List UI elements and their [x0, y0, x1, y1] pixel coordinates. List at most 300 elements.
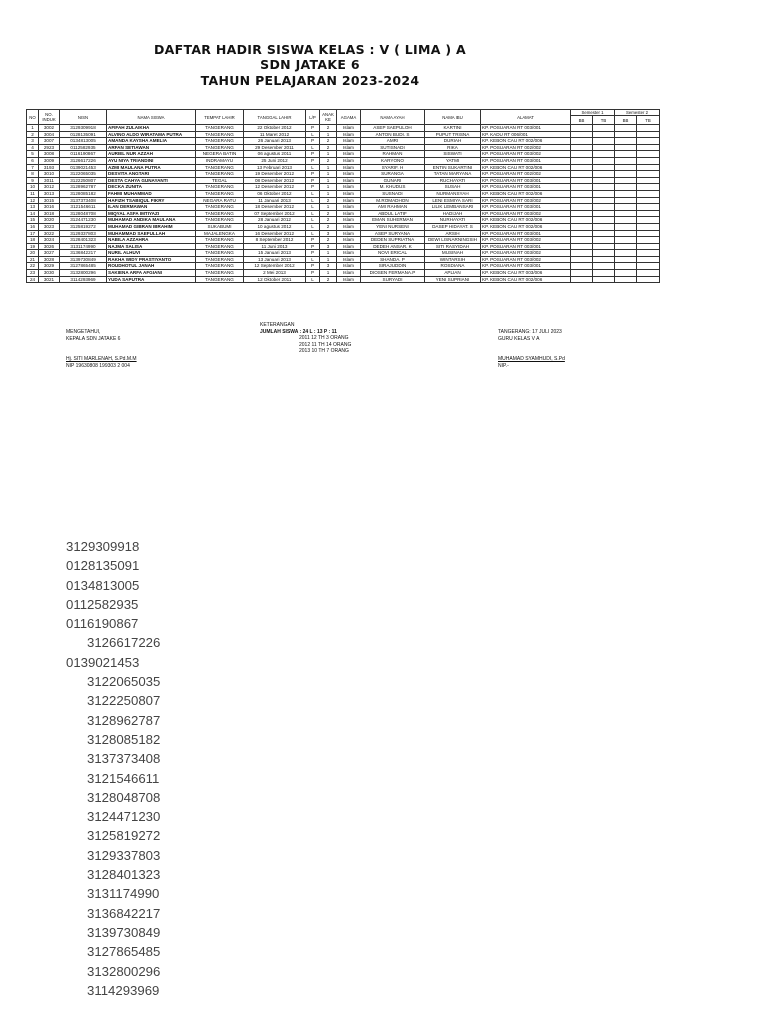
cell-nisn: 3131174990 — [60, 243, 107, 250]
cell-nama-ayah: SHANDA. P — [361, 256, 425, 263]
cell-anak-ke: 1 — [320, 250, 337, 257]
cell-semester-empty — [637, 243, 660, 250]
cell-semester-empty — [593, 276, 615, 283]
cell-nama-ayah: SUSNADI — [361, 190, 425, 197]
col-alamat: ALAMAT — [481, 110, 571, 125]
cell-nama-ibu: TATAN MARYANA — [425, 171, 481, 178]
cell-tanggal-lahir: 11 Maret 2012 — [244, 131, 306, 138]
cell-tempat-lahir: NEGARA RATU — [196, 197, 244, 204]
cell-anak-ke: 2 — [320, 125, 337, 132]
cell-nama: NURIL ALHUVI — [107, 250, 196, 257]
cell-anak-ke: 2 — [320, 223, 337, 230]
cell-alamat: KP. POSUARAN RT 003/002 — [481, 237, 571, 244]
cell-agama: Islam — [337, 217, 361, 224]
cell-alamat: KP. POSUARAN RT 003/001 — [481, 204, 571, 211]
cell-nama: AURIEL NUR AZZAH — [107, 151, 196, 158]
cell-tanggal-lahir: 11 Januari 2013 — [244, 197, 306, 204]
cell-semester-empty — [637, 197, 660, 204]
cell-lp: P — [306, 138, 320, 145]
cell-nama: MIQYAL ASFA IMTIYAZI — [107, 210, 196, 217]
cell-tanggal-lahir: 13 Februari 2013 — [244, 164, 306, 171]
nisn-list-item: 0116190867 — [66, 616, 139, 632]
cell-nama: ARFAN SETIAWAN — [107, 144, 196, 151]
cell-no: 6 — [27, 157, 39, 164]
cell-lp: L — [306, 144, 320, 151]
cell-nama-ibu: RIKA — [425, 144, 481, 151]
cell-semester-empty — [571, 125, 593, 132]
cell-alamat: KP. POSUARAN RT 003/001 — [481, 230, 571, 237]
cell-semester-empty — [615, 151, 637, 158]
cell-lp: P — [306, 157, 320, 164]
cell-semester-empty — [593, 250, 615, 257]
cell-no-induk: 3013 — [39, 190, 60, 197]
cell-semester-empty — [593, 171, 615, 178]
cell-semester-empty — [571, 157, 593, 164]
nisn-list-item: 0112582935 — [66, 596, 139, 612]
cell-nama-ibu: DURIAH — [425, 138, 481, 145]
cell-anak-ke: 3 — [320, 230, 337, 237]
nisn-list-item: 3136842217 — [87, 905, 161, 921]
cell-semester-empty — [615, 237, 637, 244]
cell-semester-empty — [615, 144, 637, 151]
cell-anak-ke: 2 — [320, 157, 337, 164]
cell-semester-empty — [615, 164, 637, 171]
table-row — [27, 164, 660, 171]
cell-semester-empty — [615, 243, 637, 250]
cell-nama-ayah: AMI RAHMAN — [361, 204, 425, 211]
cell-agama: Islam — [337, 250, 361, 257]
cell-tempat-lahir: TANGERANG — [196, 250, 244, 257]
cell-no: 10 — [27, 184, 39, 191]
cell-lp: L — [306, 197, 320, 204]
cell-no: 1 — [27, 125, 39, 132]
cell-lp: P — [306, 243, 320, 250]
cell-no: 2 — [27, 131, 39, 138]
table-row — [27, 230, 660, 237]
cell-tanggal-lahir: 13 Januari 2013 — [244, 256, 306, 263]
cell-no-induk: 3029 — [39, 263, 60, 270]
cell-semester-empty — [593, 243, 615, 250]
nisn-list-item: 3132800296 — [87, 963, 161, 979]
cell-semester-empty — [615, 138, 637, 145]
nisn-list-item: 3127865485 — [87, 944, 161, 960]
cell-tempat-lahir: TANGERANG — [196, 164, 244, 171]
cell-semester-empty — [593, 256, 615, 263]
col-nama-ibu: NAMA IBU — [425, 110, 481, 125]
cell-no-induk: 3028 — [39, 256, 60, 263]
cell-anak-ke: 2 — [320, 217, 337, 224]
footer-left — [66, 329, 137, 369]
cell-nama-ibu: DASEP HIDAYAT. S — [425, 223, 481, 230]
cell-tanggal-lahir: 18 Desember 2012 — [244, 204, 306, 211]
academic-year: TAHUN PELAJARAN 2023-2024 — [200, 73, 420, 88]
cell-nama: AZMI MAULANA PUTRA — [107, 164, 196, 171]
cell-anak-ke: 2 — [320, 138, 337, 145]
cell-lp: P — [306, 171, 320, 178]
cell-nama-ayah: SURANGA — [361, 171, 425, 178]
cell-semester-empty — [571, 151, 593, 158]
cell-nama: MUHAMAD GIBRAN IBRAHIM — [107, 223, 196, 230]
cell-tanggal-lahir: 08 Desember 2012 — [244, 177, 306, 184]
principal-title: KEPALA SDN JATAKE 6 — [66, 335, 121, 342]
cell-alamat: KP. KEBON CAU RT 002/006 — [481, 217, 571, 224]
cell-no-induk: 3022 — [39, 230, 60, 237]
table-row — [27, 125, 660, 132]
cell-no: 22 — [27, 263, 39, 270]
cell-semester-empty — [637, 177, 660, 184]
nisn-list-item: 0139021453 — [66, 654, 140, 670]
cell-nama-ayah: DIOSEN FERMANA.P — [361, 270, 425, 277]
cell-semester-empty — [593, 204, 615, 211]
principal-name: Hj. SITI MARLENAH, S.Pd.M.M — [66, 356, 137, 363]
cell-tempat-lahir: TANGERANG — [196, 184, 244, 191]
table-row — [27, 171, 660, 178]
footer-right — [498, 329, 565, 369]
cell-semester-empty — [615, 276, 637, 283]
cell-semester-empty — [637, 125, 660, 132]
col-nama-siswa: NAMA SISWA — [107, 110, 196, 125]
cell-semester-empty — [571, 171, 593, 178]
cell-nama-ayah: NOVI ERICAL — [361, 250, 425, 257]
cell-agama: Islam — [337, 164, 361, 171]
cell-tempat-lahir: TANGERANG — [196, 138, 244, 145]
cell-nisn: 3125819272 — [60, 223, 107, 230]
cell-anak-ke: 3 — [320, 243, 337, 250]
nisn-list-item: 0134813005 — [66, 577, 140, 593]
cell-nama: ILAN DERMAWAN — [107, 204, 196, 211]
cell-agama: Islam — [337, 197, 361, 204]
cell-alamat: KP. POSUARAN RT 003/001 — [481, 184, 571, 191]
cell-tanggal-lahir: 28 Januari 2012 — [244, 217, 306, 224]
cell-nama-ibu: YENI SUPRIANI — [425, 276, 481, 283]
cell-no-induk: 3026 — [39, 243, 60, 250]
cell-nama: AMANDA KAYSHA AMELIA — [107, 138, 196, 145]
cell-anak-ke: 1 — [320, 177, 337, 184]
cell-semester-empty — [593, 237, 615, 244]
cell-nama-ibu: NURMANSYAH — [425, 190, 481, 197]
cell-nama-ibu: KARTINI — [425, 125, 481, 132]
cell-nisn: 3126617226 — [60, 157, 107, 164]
cell-agama: Islam — [337, 131, 361, 138]
cell-semester-empty — [615, 131, 637, 138]
cell-nisn: 3127865485 — [60, 263, 107, 270]
cell-nama: NAJMA SALISA — [107, 243, 196, 250]
cell-no: 19 — [27, 243, 39, 250]
cell-tempat-lahir: TANGERANG — [196, 131, 244, 138]
principal-nip: NIP 19630808 199303 2 004 — [66, 362, 130, 369]
cell-no: 24 — [27, 276, 39, 283]
cell-lp: L — [306, 256, 320, 263]
cell-nama-ayah: M.ROMADHON — [361, 197, 425, 204]
cell-tempat-lahir: TANGERANG — [196, 256, 244, 263]
cell-nama-ayah: AMRI — [361, 138, 425, 145]
cell-no: 23 — [27, 270, 39, 277]
attendance-table — [26, 109, 660, 283]
cell-nama-ayah: KARYONO — [361, 157, 425, 164]
cell-lp: P — [306, 250, 320, 257]
cell-semester-empty — [637, 276, 660, 283]
cell-semester-empty — [571, 210, 593, 217]
col-tanggal-lahir: TANGGAL LAHIR — [244, 110, 306, 125]
nisn-list-item: 3128085182 — [87, 731, 161, 747]
cell-semester-empty — [571, 270, 593, 277]
table-row — [27, 270, 660, 277]
cell-nama-ibu: LENI ESMIYA SARI — [425, 197, 481, 204]
cell-tempat-lahir: MAJALENGKA — [196, 230, 244, 237]
cell-lp: L — [306, 204, 320, 211]
nisn-list-item: 3128048708 — [87, 789, 161, 805]
col-tempat-lahir: TEMPAT LAHIR — [196, 110, 244, 125]
cell-nama-ibu: LILIK LEMBANSARI — [425, 204, 481, 211]
cell-agama: Islam — [337, 157, 361, 164]
cell-agama: Islam — [337, 263, 361, 270]
nisn-list-item: 3131174990 — [87, 886, 160, 902]
cell-tempat-lahir: TANGERANG — [196, 204, 244, 211]
cell-agama: Islam — [337, 256, 361, 263]
cell-nisn: 3121546611 — [60, 204, 107, 211]
table-row — [27, 144, 660, 151]
cell-nama: FAHMI MUHAMMAD — [107, 190, 196, 197]
cell-tanggal-lahir: 12 Desember 2012 — [244, 184, 306, 191]
cell-lp: L — [306, 276, 320, 283]
cell-semester-empty — [615, 210, 637, 217]
table-row — [27, 197, 660, 204]
cell-nisn: 3132800296 — [60, 270, 107, 277]
cell-nisn: 3122065035 — [60, 171, 107, 178]
table-row — [27, 217, 660, 224]
cell-semester-empty — [615, 171, 637, 178]
cell-no-induk: 3008 — [39, 151, 60, 158]
cell-semester-empty — [637, 250, 660, 257]
table-row — [27, 243, 660, 250]
cell-semester-empty — [571, 197, 593, 204]
table-row — [27, 204, 660, 211]
cell-semester-empty — [593, 210, 615, 217]
cell-semester-empty — [637, 210, 660, 217]
cell-nama-ayah: ABDUL LATIF — [361, 210, 425, 217]
cell-agama: Islam — [337, 151, 361, 158]
col-semester-1: Semester 1 — [571, 110, 615, 116]
cell-agama: Islam — [337, 204, 361, 211]
nisn-list — [66, 537, 160, 1000]
cell-alamat: KP. KEBON CAU RT 002/006 — [481, 190, 571, 197]
cell-lp: P — [306, 270, 320, 277]
cell-semester-empty — [637, 223, 660, 230]
cell-semester-empty — [593, 190, 615, 197]
cell-semester-empty — [571, 263, 593, 270]
cell-semester-empty — [615, 184, 637, 191]
cell-no: 20 — [27, 250, 39, 257]
cell-alamat: KP. KEBON CAU RT 002/006 — [481, 164, 571, 171]
cell-lp: P — [306, 177, 320, 184]
cell-lp: L — [306, 230, 320, 237]
cell-alamat: KP. POSUARAN RT 003/001 — [481, 157, 571, 164]
cell-alamat: KP. POSUARAN RT 003/002 — [481, 151, 571, 158]
cell-alamat: KP. POSUARAN RT 003/002 — [481, 250, 571, 257]
cell-no-induk: 3024 — [39, 237, 60, 244]
cell-tanggal-lahir: 2 Mei 2013 — [244, 270, 306, 277]
cell-nama-ibu: YATMI — [425, 157, 481, 164]
nisn-list-item: 3137373408 — [87, 751, 161, 767]
cell-tanggal-lahir: 06 agustus 2011 — [244, 151, 306, 158]
cell-semester-empty — [637, 270, 660, 277]
footer-center — [260, 322, 351, 355]
cell-nama: NABILA AZZAHRA — [107, 237, 196, 244]
age-line-1: 2011 12 TH 3 ORANG — [299, 335, 349, 342]
cell-no-induk: 3004 — [39, 131, 60, 138]
cell-nama-ibu: SITI RASYIDAH — [425, 243, 481, 250]
cell-alamat: KP. POSUARAN RT 003/001 — [481, 243, 571, 250]
cell-semester-empty — [593, 157, 615, 164]
cell-nama: AYU NIYA TRIANDINI — [107, 157, 196, 164]
cell-nama-ayah: DEDEN SUPRIATNA — [361, 237, 425, 244]
cell-lp: P — [306, 263, 320, 270]
cell-agama: Islam — [337, 270, 361, 277]
table-body — [27, 125, 660, 283]
cell-nisn: 3129309918 — [60, 125, 107, 132]
cell-no-induk: 2923 — [39, 144, 60, 151]
cell-semester-empty — [593, 151, 615, 158]
cell-semester-empty — [615, 177, 637, 184]
cell-no: 3 — [27, 138, 39, 145]
sub-tb-2: TB — [637, 116, 660, 125]
cell-semester-empty — [637, 151, 660, 158]
teacher-nip: NIP.- — [498, 362, 509, 369]
col-no-induk: NO. INDUK — [39, 110, 60, 125]
nisn-list-item: 3122250807 — [87, 693, 161, 709]
cell-tempat-lahir: TEGAL — [196, 177, 244, 184]
cell-nama-ayah: GUNARI — [361, 177, 425, 184]
cell-nisn: 3128085182 — [60, 190, 107, 197]
cell-tanggal-lahir: 12 September 2012 — [244, 263, 306, 270]
cell-nama: SAKIENA ARFA AFGIANI — [107, 270, 196, 277]
cell-semester-empty — [593, 230, 615, 237]
table-row — [27, 250, 660, 257]
cell-nama-ibu: DEWI LISNARNINGSIH — [425, 237, 481, 244]
cell-nama-ayah: ANTON BUDI. S — [361, 131, 425, 138]
cell-tempat-lahir: INDRAMAYU — [196, 157, 244, 164]
cell-semester-empty — [571, 237, 593, 244]
nisn-list-item: 3121546611 — [87, 770, 160, 786]
cell-nisn: 3128962787 — [60, 184, 107, 191]
table-row — [27, 210, 660, 217]
teacher-title: GURU KELAS V A — [498, 335, 540, 342]
cell-tanggal-lahir: 8 September 2012 — [244, 237, 306, 244]
cell-semester-empty — [593, 263, 615, 270]
cell-agama: Islam — [337, 243, 361, 250]
cell-tanggal-lahir: 16 Desember 2012 — [244, 230, 306, 237]
cell-no: 4 — [27, 144, 39, 151]
col-nama-ayah: NAMA AYAH — [361, 110, 425, 125]
cell-no-induk: 3018 — [39, 210, 60, 217]
cell-tempat-lahir: TANGERANG — [196, 125, 244, 132]
cell-nama: DESTA CAHYA GUNAYANTI — [107, 177, 196, 184]
cell-anak-ke: 3 — [320, 263, 337, 270]
cell-lp: L — [306, 131, 320, 138]
cell-tempat-lahir: TANGERANG — [196, 263, 244, 270]
cell-semester-empty — [593, 217, 615, 224]
cell-semester-empty — [571, 164, 593, 171]
cell-semester-empty — [615, 263, 637, 270]
cell-alamat: KP. POSUARAN RT 003/002 — [481, 210, 571, 217]
nisn-list-item: 3126617226 — [87, 635, 161, 651]
cell-agama: Islam — [337, 138, 361, 145]
cell-tempat-lahir: TANGERANG — [196, 171, 244, 178]
nisn-list-item: 3129337803 — [87, 847, 161, 863]
cell-tanggal-lahir: 29 Desember 2011 — [244, 144, 306, 151]
table-row — [27, 237, 660, 244]
cell-no: 18 — [27, 237, 39, 244]
cell-nama: ALVINO ALDO WIRATAMA PUTRA — [107, 131, 196, 138]
cell-semester-empty — [593, 138, 615, 145]
cell-alamat: KP. POSUARAN RT 003/001 — [481, 125, 571, 132]
cell-no: 14 — [27, 210, 39, 217]
nisn-list-item: 3122065035 — [87, 674, 161, 690]
cell-nama: YUDA SAPUTRA — [107, 276, 196, 283]
col-nisn: NISN — [60, 110, 107, 125]
cell-tanggal-lahir: 06 Oktober 2012 — [244, 190, 306, 197]
cell-no-induk: 3023 — [39, 223, 60, 230]
school-name: SDN JATAKE 6 — [260, 57, 360, 72]
cell-nisn: 3136842217 — [60, 250, 107, 257]
teacher-name: MUHAMAD SYAMHUDI, S.Pd — [498, 356, 565, 363]
cell-alamat: KP. POSUARAN RT 003/002 — [481, 256, 571, 263]
cell-tempat-lahir: TANGERANG — [196, 237, 244, 244]
cell-nama-ibu: WINTARSIH — [425, 256, 481, 263]
cell-agama: Islam — [337, 184, 361, 191]
cell-alamat: KP. POSUARAN RT 003/002 — [481, 197, 571, 204]
cell-alamat: KP. POSUARAN RT 002/002 — [481, 144, 571, 151]
cell-nama: ROUDHOTUL JANAH — [107, 263, 196, 270]
cell-semester-empty — [615, 217, 637, 224]
cell-nama-ibu: SISWATI — [425, 151, 481, 158]
cell-anak-ke: 1 — [320, 270, 337, 277]
cell-alamat: KP. KEBON CAU RT 002/006 — [481, 276, 571, 283]
cell-nama-ibu: MUSINAH — [425, 250, 481, 257]
cell-semester-empty — [637, 263, 660, 270]
cell-semester-empty — [615, 157, 637, 164]
cell-semester-empty — [615, 270, 637, 277]
cell-no-induk: 3007 — [39, 138, 60, 145]
table-row — [27, 256, 660, 263]
age-line-2: 2012 11 TH 14 ORANG — [299, 341, 352, 348]
cell-nama: AFIFAH ZULAIKHA — [107, 125, 196, 132]
cell-tempat-lahir: TANGERANG — [196, 243, 244, 250]
cell-alamat: KP. KEBON CAU RT 003/006 — [481, 270, 571, 277]
cell-semester-empty — [615, 125, 637, 132]
cell-semester-empty — [615, 230, 637, 237]
cell-nama-ayah: SUTISNADI — [361, 144, 425, 151]
cell-lp: P — [306, 184, 320, 191]
cell-tempat-lahir: NEGERA BATIN — [196, 151, 244, 158]
cell-semester-empty — [593, 177, 615, 184]
cell-anak-ke: 1 — [320, 256, 337, 263]
cell-tanggal-lahir: 22 Oktober 2012 — [244, 125, 306, 132]
cell-nama-ayah: RAHMAN — [361, 151, 425, 158]
document-title: DAFTAR HADIR SISWA KELAS : V ( LIMA ) A — [153, 42, 467, 57]
cell-tempat-lahir: TANGERANG — [196, 270, 244, 277]
cell-no-induk: 3020 — [39, 217, 60, 224]
cell-nama-ayah: SIRAJUDDIN — [361, 263, 425, 270]
cell-lp: L — [306, 164, 320, 171]
cell-tempat-lahir: TANGERANG — [196, 144, 244, 151]
table-row — [27, 276, 660, 283]
cell-alamat: KP. POSUARAN RT 003/001 — [481, 177, 571, 184]
col-agama: AGAMA — [337, 110, 361, 125]
cell-semester-empty — [571, 204, 593, 211]
cell-nisn: 3114293969 — [60, 276, 107, 283]
cell-tempat-lahir: SUKABUMI — [196, 223, 244, 230]
